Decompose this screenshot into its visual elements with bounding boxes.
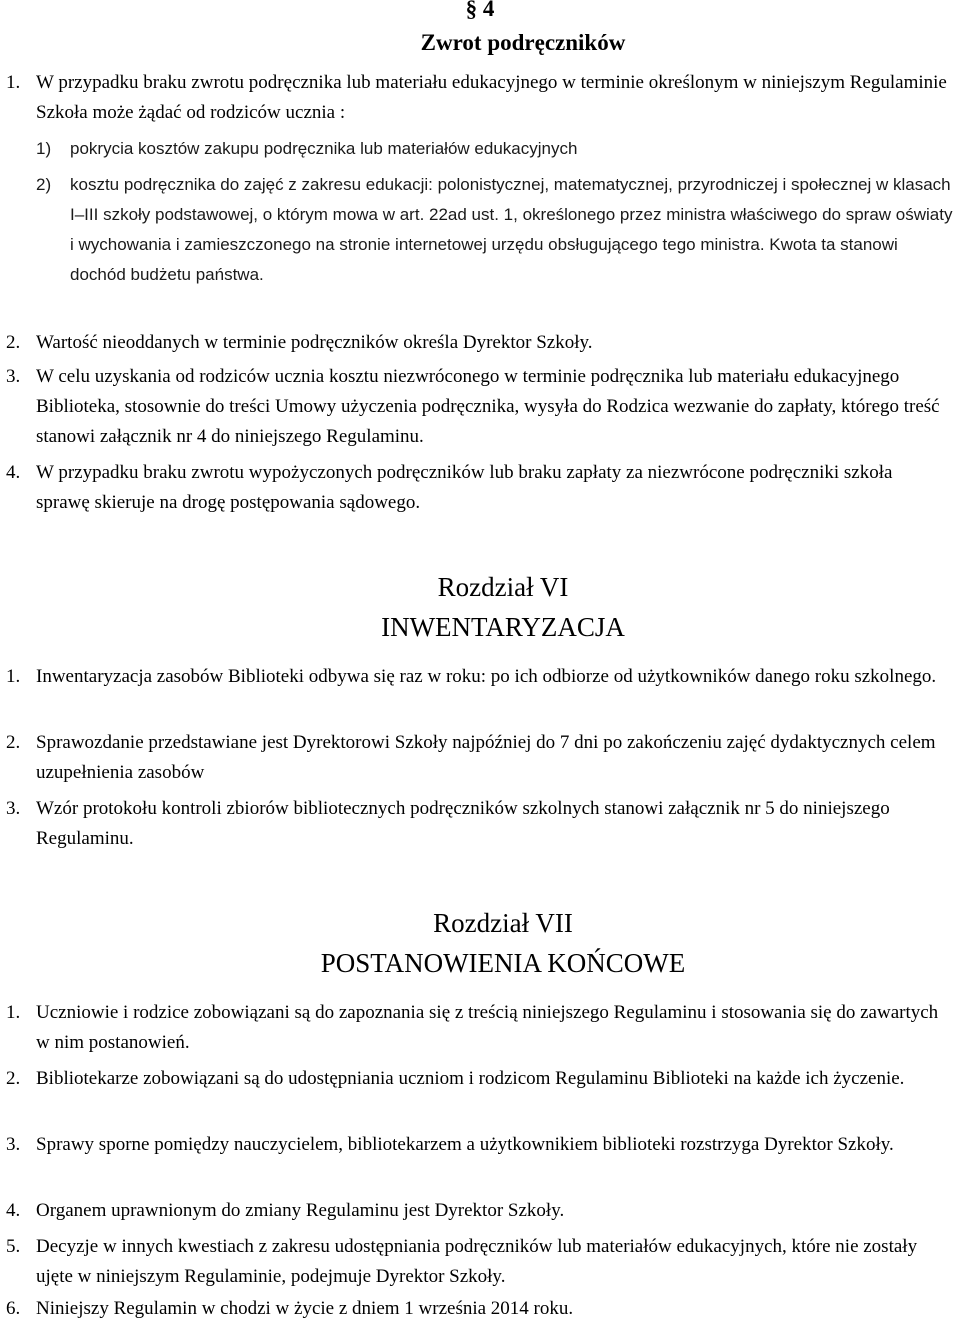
section4-item-3 [6, 362, 950, 452]
item-number: 3. [6, 366, 21, 387]
item-number: 3. [6, 798, 21, 819]
chapter7-item-6 [6, 1294, 950, 1324]
chapter7-title: POSTANOWIENIA KOŃCOWE [320, 948, 686, 978]
item-number: 1. [6, 666, 21, 687]
item-number: 4. [6, 1200, 21, 1221]
section-title: Zwrot podręczników [420, 30, 626, 55]
chapter6-heading: Rozdział VI [437, 572, 569, 602]
item-text: Uczniowie i rodzice zobowiązani są do zapoznania się z treścią niniejszego Regulaminu i stosowania się do zawartych w nim postanowień. [36, 1002, 939, 1053]
item-text: Niniejszy Regulamin w chodzi w życie z dniem 1 września 2014 roku. [36, 1298, 574, 1319]
item-text: Decyzje w innych kwestiach z zakresu udostępniania podręczników lub materiałów edukacyjnych, które nie zostały ujęte w niniejszym Regulaminie, podejmuje Dyrektor Szkoły. [36, 1236, 918, 1287]
section4-item-2 [6, 328, 950, 358]
item-number: 1. [6, 1002, 21, 1023]
section4-subitem-1 [36, 134, 954, 164]
item-number: 5. [6, 1236, 21, 1257]
subitem-text: kosztu podręcznika do zajęć z zakresu edukacji: polonistycznej, matematycznej, przyrodniczej i społecznej w klasach I–III szkoły podstawowej, o którym mowa w art. 22ad ust. 1, określonego przez ministra właściwego do spraw oświaty i wychowania i zamieszczonego na stronie internetowej urzędu obsługującego tego ministra. Kwota ta stanowi dochód budżetu państwa. [70, 175, 953, 284]
item-number: 2. [6, 332, 21, 353]
chapter6-item-2 [6, 728, 950, 788]
item-text: Wzór protokołu kontroli zbiorów bibliotecznych podręczników szkolnych stanowi załącznik nr 5 do niniejszego Regulaminu. [36, 798, 890, 849]
item-text: W celu uzyskania od rodziców ucznia kosztu niezwróconego w terminie podręcznika lub materiału edukacyjnego Biblioteka, stosownie do treści Umowy użyczenia podręcznika, wysyła do Rodzica wezwanie do zapłaty, którego treść stanowi załącznik nr 4 do niniejszego Regulaminu. [36, 366, 940, 447]
item-text: Inwentaryzacja zasobów Biblioteki odbywa się raz w roku: po ich odbiorze od użytkowników danego roku szkolnego. [36, 666, 937, 687]
section4-item-1 [6, 68, 950, 128]
item-text: Organem uprawnionym do zmiany Regulaminu jest Dyrektor Szkoły. [36, 1200, 565, 1221]
subitem-text: pokrycia kosztów zakupu podręcznika lub materiałów edukacyjnych [70, 139, 578, 158]
chapter6-item-3 [6, 794, 950, 854]
section4-subitem-2 [36, 170, 954, 290]
item-number: 1. [6, 72, 21, 93]
section-number: § 4 [465, 0, 495, 21]
item-number: 6. [6, 1298, 21, 1319]
chapter7-item-1 [6, 998, 950, 1058]
item-text: Bibliotekarze zobowiązani są do udostępniania uczniom i rodzicom Regulaminu Biblioteki na każde ich życzenie. [36, 1068, 905, 1089]
subitem-number: 1) [36, 139, 52, 158]
chapter6-title: INWENTARYZACJA [381, 612, 625, 642]
item-number: 3. [6, 1134, 21, 1155]
chapter7-item-4 [6, 1196, 950, 1226]
item-text: W przypadku braku zwrotu wypożyczonych podręczników lub braku zapłaty za niezwrócone podręczniki szkoła sprawę skieruje na drogę postępowania sądowego. [36, 462, 893, 513]
chapter7-heading: Rozdział VII [433, 908, 573, 938]
item-text: Sprawy sporne pomiędzy nauczycielem, bibliotekarzem a użytkownikiem biblioteki rozstrzyga Dyrektor Szkoły. [36, 1134, 894, 1155]
item-number: 4. [6, 462, 21, 483]
subitem-number: 2) [36, 175, 52, 194]
chapter7-item-3 [6, 1130, 950, 1160]
item-number: 2. [6, 732, 21, 753]
chapter6-item-1 [6, 662, 950, 692]
item-text: Sprawozdanie przedstawiane jest Dyrektorowi Szkoły najpóźniej do 7 dni po zakończeniu zajęć dydaktycznych celem uzupełnienia zasobów [36, 732, 936, 783]
section4-item-4 [6, 458, 950, 518]
item-number: 2. [6, 1068, 21, 1089]
item-text: W przypadku braku zwrotu podręcznika lub materiału edukacyjnego w terminie określonym w niniejszym Regulaminie Szkoła może żądać od rodziców ucznia : [36, 72, 947, 123]
chapter7-item-5 [6, 1232, 950, 1292]
item-text: Wartość nieoddanych w terminie podręczników określa Dyrektor Szkoły. [36, 332, 593, 353]
chapter7-item-2 [6, 1064, 950, 1094]
